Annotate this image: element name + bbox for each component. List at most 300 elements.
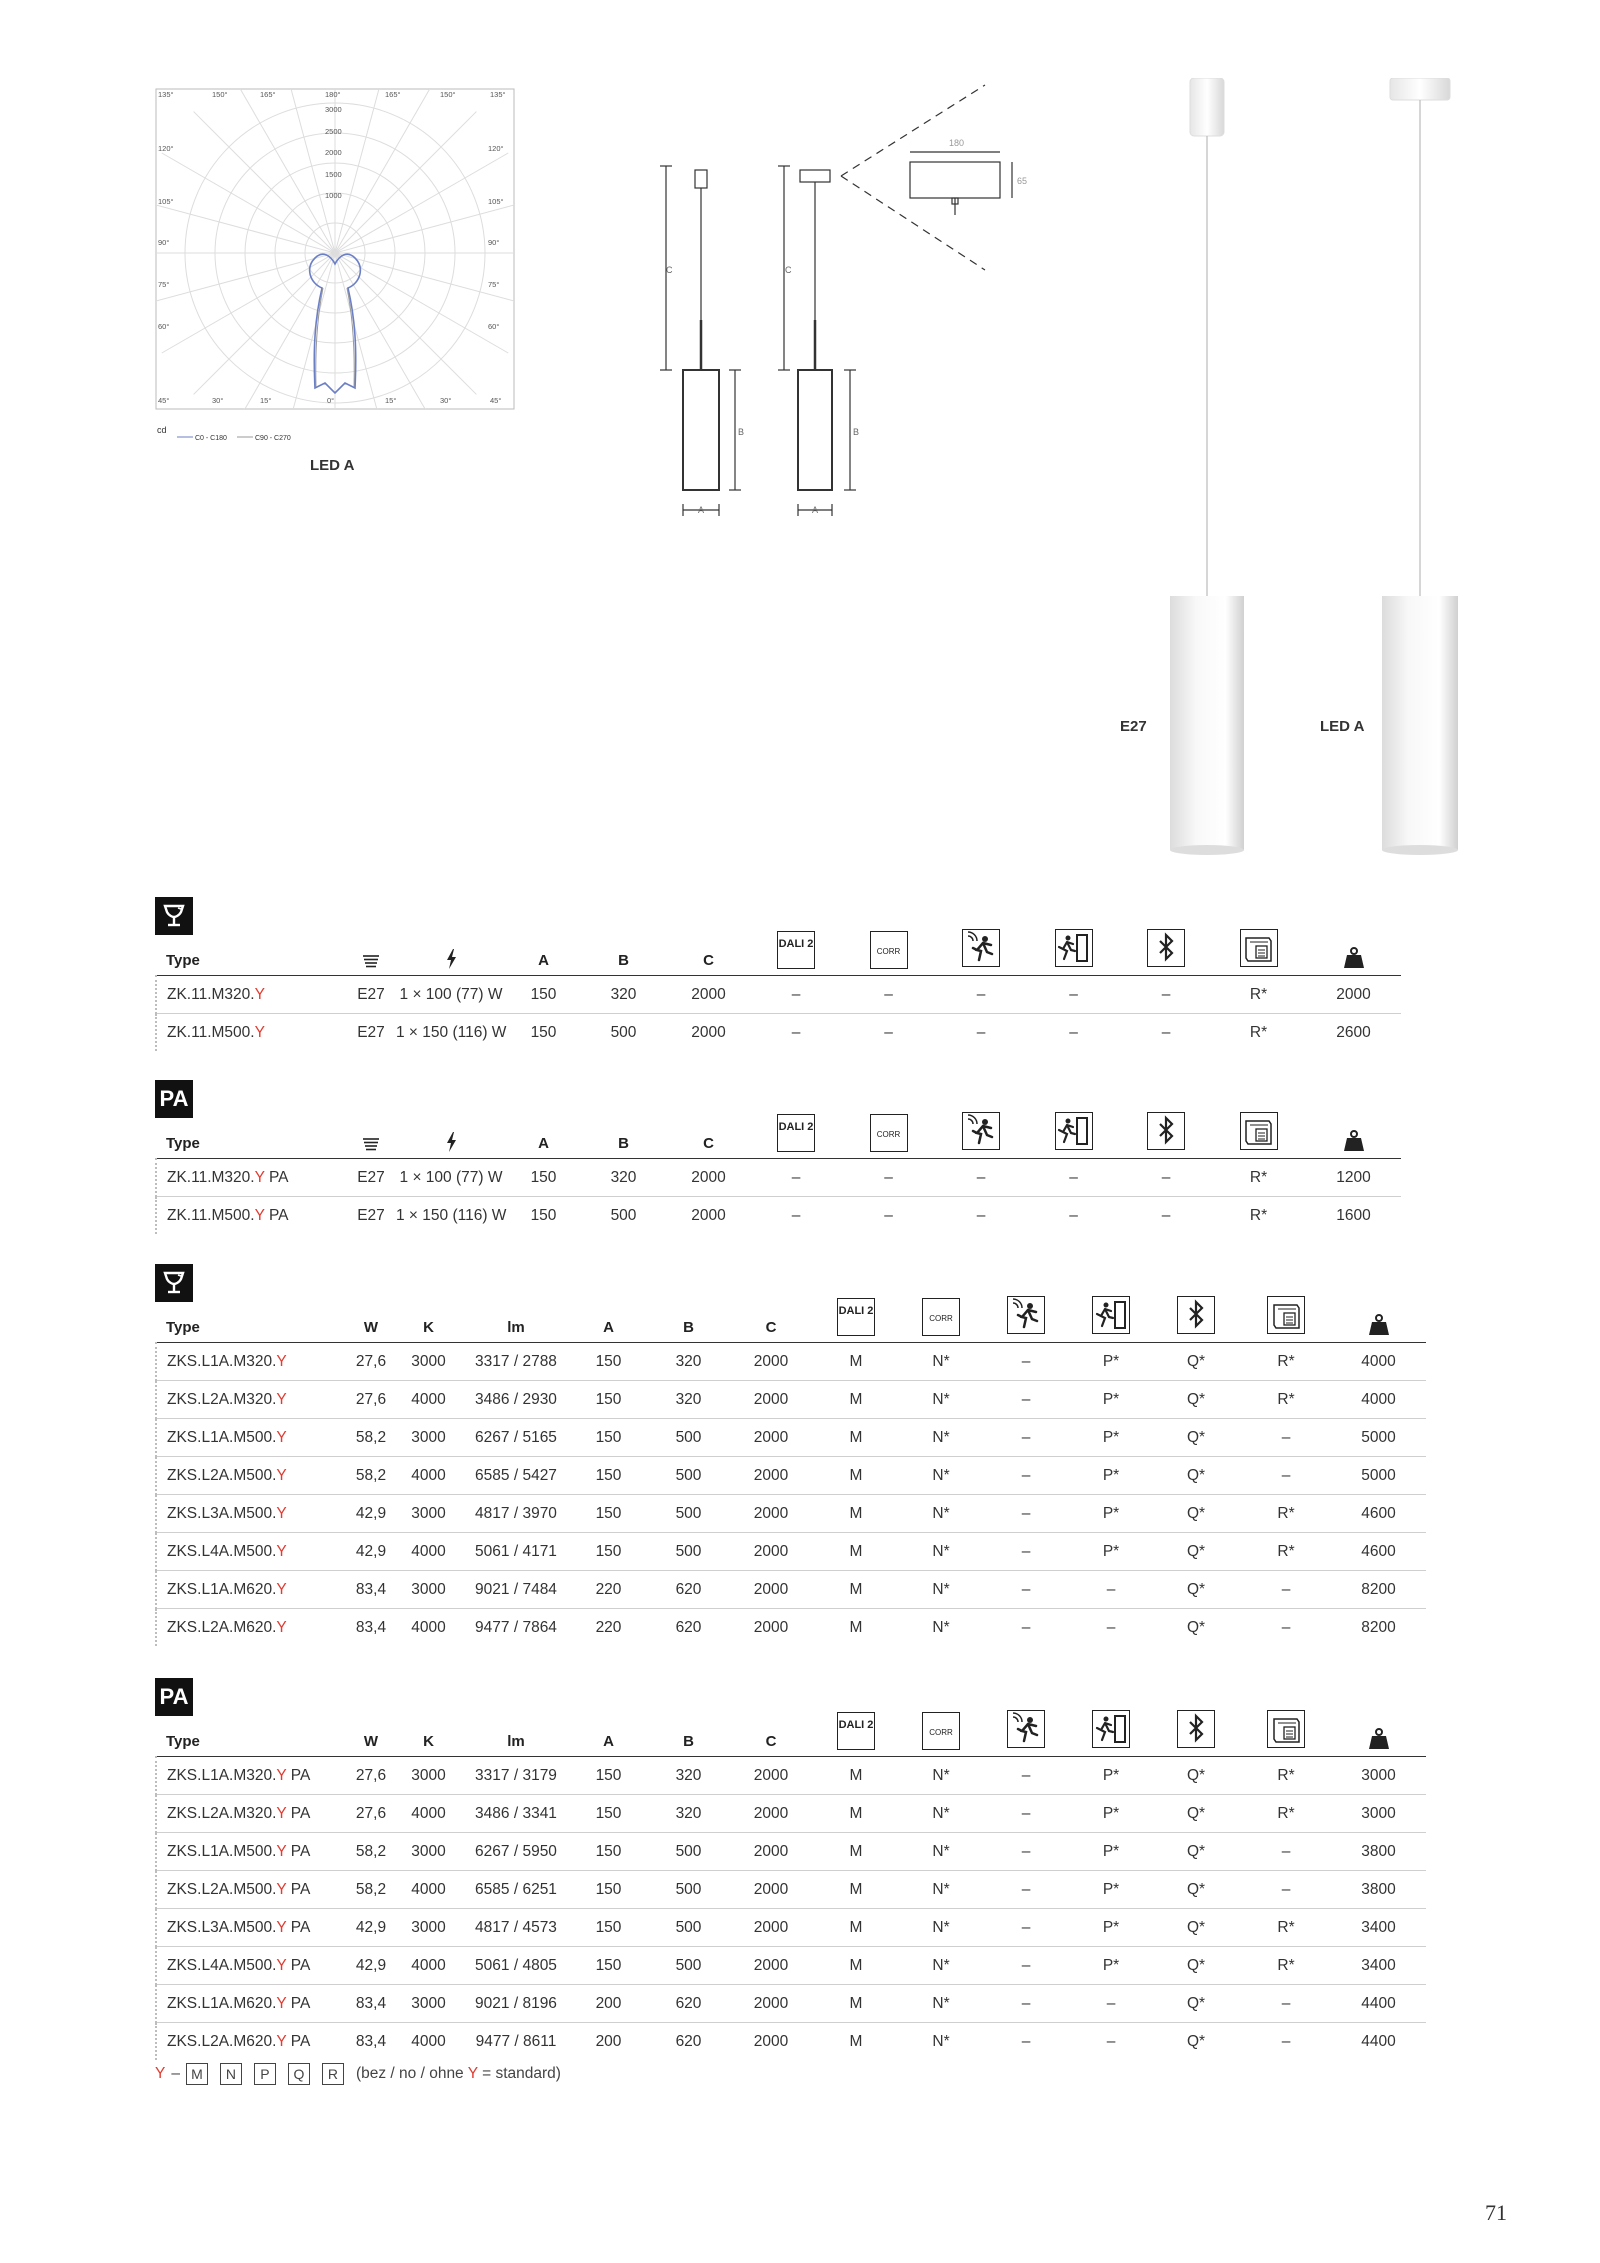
type-code: ZK.11.M320.: [167, 985, 255, 1003]
table-cell: R*: [1241, 1495, 1331, 1533]
table-cell: 150: [506, 976, 581, 1014]
table-cell: 150: [571, 1757, 646, 1795]
type-variant: Y: [276, 1542, 287, 1560]
table-cell: M: [811, 1909, 901, 1947]
type-variant: Y: [276, 1804, 287, 1822]
technical-drawing: [655, 80, 1055, 520]
table-cell: Q*: [1151, 1833, 1241, 1871]
polar-legend-c90: C90 - C270: [255, 435, 291, 442]
table-cell: 4817 / 4573: [461, 1909, 571, 1947]
dim-65: 65: [1017, 176, 1028, 186]
table-cell: N*: [901, 1533, 981, 1571]
table-cell: 2000: [1306, 976, 1401, 1014]
table-cell: 1200: [1306, 1159, 1401, 1197]
table-cell: 500: [646, 1495, 731, 1533]
table-cell: 4000: [396, 1871, 461, 1909]
table-cell: P*: [1071, 1457, 1151, 1495]
table-cell: N*: [901, 1757, 981, 1795]
table-cell: 150: [571, 1457, 646, 1495]
table-cell: 2000: [731, 1533, 811, 1571]
header-weight-icon: [1306, 1108, 1401, 1159]
polar-radial-value: 2000: [325, 148, 342, 157]
type-variant: Y: [276, 1766, 287, 1784]
table-cell: R*: [1241, 1381, 1331, 1419]
table-cell: –: [1281, 1618, 1291, 1636]
header-a: A: [603, 1733, 614, 1750]
table-cell: 6267 / 5165: [461, 1419, 571, 1457]
table-cell: 83,4: [355, 2032, 387, 2050]
table-cell: –: [981, 1985, 1071, 2023]
table-cell: 2000: [731, 1457, 811, 1495]
page-number: 71: [1485, 2200, 1507, 2225]
corr-label: CORR: [929, 1314, 953, 1323]
header-dali: [751, 1108, 841, 1159]
sensor-icon: [1007, 1296, 1045, 1334]
bluetooth-icon: [1147, 1112, 1185, 1150]
table-cell: 3000: [396, 1909, 461, 1947]
header-a: A: [538, 1135, 549, 1152]
table-cell: 83,4: [355, 1618, 387, 1636]
table-cell: 3400: [1331, 1909, 1426, 1947]
table-cell: 1 × 150 (116) W: [396, 1023, 507, 1041]
table-cell: 620: [675, 2032, 702, 2050]
table-cell: 2000: [731, 1571, 811, 1609]
table-cell: P*: [1071, 1833, 1151, 1871]
table-cell: 150: [571, 1495, 646, 1533]
type-suffix: PA: [286, 1804, 311, 1822]
type-code: ZK.11.M500.: [167, 1206, 255, 1224]
table-cell: 4000: [1331, 1381, 1426, 1419]
weight-icon: [1343, 1130, 1365, 1152]
table-cell: Q*: [1151, 1495, 1241, 1533]
header-bluetooth-icon: [1151, 1706, 1241, 1757]
table-cell: 9477 / 8611: [475, 2032, 557, 2050]
table-cell: 6267 / 5950: [461, 1833, 571, 1871]
table-cell: 500: [646, 1909, 731, 1947]
table-cell: –: [791, 1023, 801, 1041]
header-b: B: [683, 1319, 694, 1336]
table-cell: Q*: [1186, 1618, 1206, 1636]
type-variant: Y: [276, 1956, 287, 1974]
table-row: [156, 1457, 1426, 1495]
table-row: [156, 2023, 1426, 2061]
cabinet-icon: [1267, 1296, 1305, 1334]
table-header-row: [156, 1292, 1426, 1343]
table-cell: –: [981, 1533, 1071, 1571]
table-cell: 42,9: [346, 1909, 396, 1947]
table-cell: –: [981, 1381, 1071, 1419]
type-variant: Y: [276, 1842, 287, 1860]
header-dali: [751, 925, 841, 976]
table-cell: 2000: [666, 1159, 751, 1197]
table-row: [156, 1419, 1426, 1457]
header-b: B: [683, 1733, 694, 1750]
table-cell: 320: [646, 1381, 731, 1419]
table-row: [156, 1571, 1426, 1609]
table-cell: R*: [1249, 1206, 1268, 1224]
table-cell: –: [1071, 1571, 1151, 1609]
table-cell: M: [811, 1795, 901, 1833]
table-cell: –: [981, 1757, 1071, 1795]
dali-icon: [777, 931, 815, 969]
type-suffix: PA: [286, 2032, 311, 2050]
table-cell: M: [811, 1457, 901, 1495]
polar-angle-top: 135°: [158, 90, 174, 99]
legend-option-p: P: [254, 2063, 276, 2085]
header-socket-icon: [346, 1108, 396, 1159]
type-cell: [156, 1159, 346, 1197]
table-cell: –: [751, 976, 841, 1014]
table-row: [156, 1609, 1426, 1647]
dali-label: DALI 2: [778, 1121, 814, 1133]
type-code: ZKS.L1A.M500.: [167, 1428, 277, 1446]
table-cell: P*: [1071, 1947, 1151, 1985]
header-b: B: [618, 1135, 629, 1152]
table-cell: –: [981, 1947, 1071, 1985]
table-cell: N*: [901, 1343, 981, 1381]
polar-angle-bottom: 45°: [158, 396, 170, 405]
type-variant: Y: [276, 1618, 287, 1636]
table-header-row: [156, 1706, 1426, 1757]
table-cell: 2000: [731, 1871, 811, 1909]
type-code: ZKS.L4A.M500.: [167, 1542, 277, 1560]
table-cell: –: [981, 1419, 1071, 1457]
table-cell: N*: [901, 1419, 981, 1457]
table-cell: 2000: [731, 1985, 811, 2023]
polar-angle-left: 75°: [158, 280, 170, 289]
table-cell: 2000: [731, 1795, 811, 1833]
table-cell: Q*: [1151, 1343, 1241, 1381]
type-cell: [156, 1343, 346, 1381]
table-cell: 3486 / 2930: [461, 1381, 571, 1419]
table-cell: –: [1241, 1985, 1331, 2023]
sensor-icon: [962, 929, 1000, 967]
header-cabinet-icon: [1241, 1706, 1331, 1757]
bluetooth-icon: [1177, 1296, 1215, 1334]
polar-angle-right: 90°: [488, 238, 500, 247]
header-c: C: [765, 1733, 777, 1750]
table-cell: 320: [646, 1757, 731, 1795]
table-cell: M: [811, 1381, 901, 1419]
table-cell: 2000: [731, 1757, 811, 1795]
polar-angle-right: 60°: [488, 322, 500, 331]
table-cell: 150: [571, 1833, 646, 1871]
table-cell: 500: [646, 1419, 731, 1457]
legend-note-suffix: = standard): [477, 2065, 561, 2082]
table-cell: –: [981, 1457, 1071, 1495]
table-row: [156, 1909, 1426, 1947]
table-cell: M: [811, 1985, 901, 2023]
table-cell: –: [1241, 1457, 1331, 1495]
emergency-icon: [1092, 1710, 1130, 1748]
table-cell: N*: [901, 1985, 981, 2023]
table-cell: –: [884, 1023, 893, 1041]
table-cell: –: [981, 1871, 1071, 1909]
type-cell: [156, 1795, 346, 1833]
table-cell: Q*: [1186, 2032, 1206, 2050]
table-cell: M: [811, 1871, 901, 1909]
type-variant: Y: [276, 1466, 287, 1484]
table-cell: 1 × 100 (77) W: [396, 976, 506, 1014]
type-cell: [156, 1757, 346, 1795]
power-icon: [445, 1132, 457, 1152]
polar-angle-top: 150°: [212, 90, 228, 99]
corr-icon: [870, 1114, 908, 1152]
weight-icon: [1343, 947, 1365, 969]
table-row: [156, 976, 1401, 1014]
table-row: [156, 1795, 1426, 1833]
polar-title: LED A: [310, 457, 355, 474]
table-cell: M: [811, 1757, 901, 1795]
table-row: [156, 1985, 1426, 2023]
polar-angle-right: 75°: [488, 280, 500, 289]
table-cell: 5000: [1331, 1457, 1426, 1495]
table-cell: 5061 / 4805: [461, 1947, 571, 1985]
table-cell: 2000: [731, 1381, 811, 1419]
table-row: [156, 1197, 1401, 1235]
table-cell: –: [1069, 1023, 1078, 1041]
header-type: Type: [166, 952, 200, 969]
polar-angle-bottom: 30°: [440, 396, 452, 405]
table-cell: –: [1161, 1023, 1171, 1041]
legend: [155, 2063, 561, 2085]
photo-label-leda: LED A: [1320, 718, 1365, 735]
table-cell: –: [1241, 1871, 1331, 1909]
table-cell: N*: [901, 1947, 981, 1985]
table-cell: –: [1069, 1206, 1078, 1224]
table-cell: –: [976, 1023, 986, 1041]
table-cell: 58,2: [346, 1871, 396, 1909]
table-cell: 9477 / 7864: [475, 1618, 557, 1636]
sensor-icon: [1007, 1710, 1045, 1748]
table-cell: Q*: [1151, 1381, 1241, 1419]
table-cell: 500: [646, 1947, 731, 1985]
table-cell: –: [1021, 1618, 1031, 1636]
table-row: [156, 1757, 1426, 1795]
table-cell: N*: [932, 2032, 950, 2050]
table-row: [156, 1833, 1426, 1871]
table-cell: 42,9: [346, 1495, 396, 1533]
table-cell: 83,4: [346, 1571, 396, 1609]
type-code: ZK.11.M320.: [167, 1168, 255, 1186]
table-cell: 3000: [1331, 1795, 1426, 1833]
table-cell: M: [811, 1947, 901, 1985]
type-variant: Y: [276, 1428, 287, 1446]
polar-radial-value: 1500: [325, 170, 342, 179]
table-cell: 150: [571, 1795, 646, 1833]
header-corr: [841, 1108, 936, 1159]
type-variant: Y: [276, 1504, 287, 1522]
table-cell: –: [1241, 1833, 1331, 1871]
table-cell: –: [1121, 976, 1211, 1014]
type-code: ZKS.L2A.M320.: [167, 1390, 277, 1408]
table-cell: M: [811, 1495, 901, 1533]
type-code: ZKS.L1A.M320.: [167, 1352, 277, 1370]
table-cell: 5061 / 4171: [461, 1533, 571, 1571]
table-cell: R*: [1241, 1757, 1331, 1795]
legend-note-prefix: (bez / no / ohne: [355, 2065, 468, 2082]
dim-180: 180: [949, 138, 965, 148]
legend-note-y: Y: [467, 2065, 478, 2082]
table-cell: –: [981, 1571, 1071, 1609]
table-cell: 2000: [731, 1343, 811, 1381]
polar-angle-left: 60°: [158, 322, 170, 331]
table-cell: R*: [1211, 976, 1306, 1014]
table-cell: 42,9: [346, 1947, 396, 1985]
polar-angle-bottom: 15°: [260, 396, 272, 405]
header-k: K: [423, 1319, 434, 1336]
corr-icon: [870, 931, 908, 969]
table-cell: 58,2: [346, 1419, 396, 1457]
type-cell: [156, 1871, 346, 1909]
table-cell: 3800: [1331, 1833, 1426, 1871]
table-cell: 3800: [1331, 1871, 1426, 1909]
header-lm: lm: [507, 1733, 525, 1750]
table-cell: 150: [571, 1343, 646, 1381]
table-cell: 220: [571, 1571, 646, 1609]
table-cell: 2000: [691, 1023, 726, 1041]
type-cell: [156, 1381, 346, 1419]
type-suffix: PA: [286, 1918, 311, 1936]
type-code: ZKS.L1A.M620.: [167, 1994, 277, 2012]
polar-radial-value: 3000: [325, 105, 342, 114]
header-sensor-icon: [936, 925, 1026, 976]
table-cell: 3000: [396, 1757, 461, 1795]
table-cell: 1 × 150 (116) W: [396, 1206, 507, 1224]
header-dali: [811, 1706, 901, 1757]
table-row: [156, 1381, 1426, 1419]
spec-table: [155, 1706, 1426, 2060]
table-cell: 5000: [1331, 1419, 1426, 1457]
table-cell: Q*: [1151, 1533, 1241, 1571]
table-cell: 500: [646, 1871, 731, 1909]
header-emergency-icon: [1026, 1108, 1121, 1159]
table-cell: 500: [646, 1533, 731, 1571]
polar-angle-bottom: 45°: [490, 396, 502, 405]
table-cell: 8200: [1361, 1618, 1396, 1636]
table-cell: Q*: [1151, 1571, 1241, 1609]
table-cell: 4000: [396, 1533, 461, 1571]
table-cell: 27,6: [346, 1795, 396, 1833]
header-socket-icon: [346, 925, 396, 976]
type-suffix: PA: [286, 1842, 311, 1860]
legend-dash: –: [171, 2065, 180, 2082]
table-cell: 150: [571, 1947, 646, 1985]
table-cell: M: [811, 1571, 901, 1609]
socket-icon: [362, 1136, 380, 1152]
table-cell: R*: [1241, 1909, 1331, 1947]
header-lm: lm: [507, 1319, 525, 1336]
table-cell: 500: [610, 1206, 637, 1224]
table-cell: 500: [610, 1023, 637, 1041]
cabinet-icon: [1240, 1112, 1278, 1150]
legend-option-n: N: [220, 2063, 242, 2085]
header-type: Type: [166, 1319, 200, 1336]
table-cell: –: [841, 1159, 936, 1197]
table-cell: E27: [357, 1023, 385, 1041]
table-cell: 200: [571, 1985, 646, 2023]
table-cell: 4000: [396, 1457, 461, 1495]
bluetooth-icon: [1147, 929, 1185, 967]
type-cell: [156, 1985, 346, 2023]
table-cell: M: [849, 1618, 863, 1636]
table-cell: 4000: [396, 1795, 461, 1833]
table-cell: 620: [675, 1618, 702, 1636]
type-suffix: PA: [286, 1956, 311, 1974]
table-cell: 58,2: [346, 1833, 396, 1871]
table-cell: N*: [932, 1618, 950, 1636]
table-cell: Q*: [1151, 1457, 1241, 1495]
header-corr: [901, 1292, 981, 1343]
dim-c-right: C: [785, 265, 792, 275]
header-c: C: [703, 1135, 714, 1152]
table-cell: N*: [901, 1909, 981, 1947]
type-cell: [156, 1609, 346, 1647]
type-suffix: PA: [286, 1994, 311, 2012]
dali-icon: [837, 1298, 875, 1336]
polar-angle-left: 105°: [158, 197, 174, 206]
emergency-icon: [1092, 1296, 1130, 1334]
header-type: Type: [166, 1733, 200, 1750]
cabinet-icon: [1267, 1710, 1305, 1748]
table-row: [156, 1014, 1401, 1052]
table-header-row: [156, 1108, 1401, 1159]
table-cell: 3000: [396, 1833, 461, 1871]
table-cell: 2000: [753, 2032, 789, 2050]
table-cell: –: [884, 1206, 893, 1224]
header-corr: [841, 925, 936, 976]
sensor-icon: [962, 1112, 1000, 1150]
polar-angle-right: 120°: [488, 144, 504, 153]
type-suffix: PA: [286, 1766, 311, 1784]
corr-label: CORR: [929, 1728, 953, 1737]
header-bluetooth-icon: [1121, 925, 1211, 976]
table-cell: Q*: [1151, 1909, 1241, 1947]
table-cell: M: [811, 1833, 901, 1871]
dali-label: DALI 2: [778, 938, 814, 950]
table-cell: 3000: [396, 1985, 461, 2023]
table-cell: M: [811, 1343, 901, 1381]
table-cell: R*: [1211, 1159, 1306, 1197]
table-cell: M: [811, 1419, 901, 1457]
dim-a-right: A: [812, 505, 819, 515]
header-a: A: [603, 1319, 614, 1336]
table-cell: 150: [571, 1533, 646, 1571]
header-b: B: [618, 952, 629, 969]
polar-angle-left: 120°: [158, 144, 174, 153]
table-cell: –: [936, 976, 1026, 1014]
table-cell: E27: [357, 1206, 385, 1224]
table-cell: E27: [346, 976, 396, 1014]
type-cell: [156, 1197, 346, 1235]
table-cell: –: [981, 1343, 1071, 1381]
type-suffix: PA: [264, 1206, 289, 1224]
table-cell: 2000: [666, 976, 751, 1014]
power-icon: [445, 949, 457, 969]
table-cell: 3000: [396, 1571, 461, 1609]
table-cell: P*: [1071, 1909, 1151, 1947]
table-cell: R*: [1241, 1795, 1331, 1833]
type-cell: [156, 1014, 346, 1052]
dim-b-left: B: [738, 427, 745, 437]
dim-c-left: C: [666, 265, 673, 275]
table-row: [156, 1533, 1426, 1571]
header-power-icon: [396, 1108, 506, 1159]
table-cell: –: [936, 1159, 1026, 1197]
table-cell: 2000: [753, 1618, 789, 1636]
table-cell: P*: [1071, 1495, 1151, 1533]
table-cell: 4000: [1331, 1343, 1426, 1381]
